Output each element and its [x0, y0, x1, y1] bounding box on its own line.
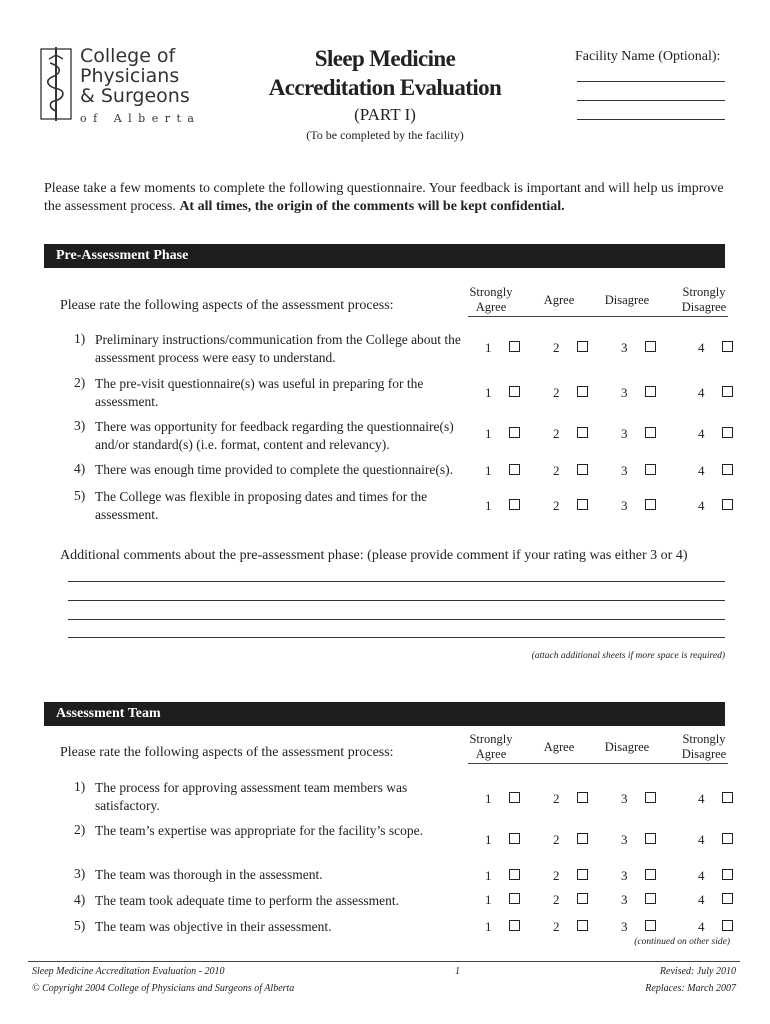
rating-checkbox[interactable]	[722, 427, 733, 438]
rating-checkbox[interactable]	[577, 386, 588, 397]
comment-line[interactable]	[68, 637, 725, 638]
rating-checkbox[interactable]	[722, 341, 733, 352]
comment-line[interactable]	[68, 600, 725, 601]
rating-checkbox[interactable]	[509, 386, 520, 397]
rating-number: 2	[553, 340, 560, 355]
rating-checkbox[interactable]	[645, 833, 656, 844]
rating-checkbox[interactable]	[577, 427, 588, 438]
rating-checkbox[interactable]	[577, 499, 588, 510]
question-number: 5)	[74, 918, 86, 933]
rating-number: 3	[621, 832, 628, 847]
rating-checkbox[interactable]	[577, 920, 588, 931]
rating-checkbox[interactable]	[645, 386, 656, 397]
scale-header: Disagree	[604, 293, 650, 307]
rating-number: 3	[621, 426, 628, 441]
scale-header: Strongly Disagree	[681, 732, 727, 761]
question-text: The College was flexible in proposing dates and times for the assessment.	[95, 489, 428, 522]
rating-number: 3	[621, 919, 628, 934]
rating-number: 2	[553, 832, 560, 847]
scale-header-underline	[468, 763, 728, 764]
rating-number: 1	[485, 868, 492, 883]
rating-checkbox[interactable]	[509, 464, 520, 475]
question-number: 5)	[74, 488, 86, 503]
comments-label: Additional comments about the pre-assessment phase: (please provide comment if your rating was either 3 or 4)	[60, 548, 688, 563]
rating-number: 4	[698, 832, 705, 847]
rating-checkbox[interactable]	[509, 341, 520, 352]
rating-number: 4	[698, 340, 705, 355]
rating-number: 2	[553, 919, 560, 934]
rating-checkbox[interactable]	[722, 920, 733, 931]
rating-checkbox[interactable]	[577, 464, 588, 475]
facility-name-label: Facility Name (Optional):	[575, 49, 721, 64]
footer-copyright: © Copyright 2004 College of Physicians and Surgeons of Alberta	[32, 983, 295, 994]
rating-number: 4	[698, 385, 705, 400]
rating-number: 2	[553, 868, 560, 883]
caduceus-logo-icon	[40, 45, 72, 123]
comment-line[interactable]	[68, 619, 725, 620]
rating-checkbox[interactable]	[577, 893, 588, 904]
section-header-pre-assessment: Pre-Assessment Phase	[44, 244, 725, 268]
part-label: (PART I)	[354, 105, 416, 124]
rating-checkbox[interactable]	[577, 869, 588, 880]
page-number: 1	[455, 966, 460, 977]
rating-number: 3	[621, 868, 628, 883]
rating-number: 2	[553, 385, 560, 400]
facility-name-line[interactable]	[577, 100, 725, 101]
rating-number: 4	[698, 892, 705, 907]
rating-number: 2	[553, 892, 560, 907]
footer-replaces: Replaces: March 2007	[645, 983, 736, 994]
rating-number: 2	[553, 791, 560, 806]
rating-checkbox[interactable]	[509, 427, 520, 438]
rating-checkbox[interactable]	[509, 869, 520, 880]
rating-checkbox[interactable]	[509, 833, 520, 844]
rating-checkbox[interactable]	[722, 869, 733, 880]
rating-number: 4	[698, 919, 705, 934]
page-title-line2: Accreditation Evaluation	[268, 75, 502, 100]
rating-checkbox[interactable]	[509, 499, 520, 510]
question-text: The team’s expertise was appropriate for the facility’s scope.	[95, 823, 424, 838]
rating-number: 3	[621, 498, 628, 513]
rating-number: 1	[485, 498, 492, 513]
question-text: The team was objective in their assessment.	[95, 919, 332, 934]
rating-checkbox[interactable]	[577, 341, 588, 352]
rating-checkbox[interactable]	[645, 464, 656, 475]
intro-paragraph: Please take a few moments to complete the following questionnaire. Your feedback is important and will help us improve the assessment process. At all times, the origin of the comments will be kept confidential.	[44, 181, 724, 214]
continued-note: (continued on other side)	[634, 937, 730, 947]
scale-header: Agree	[543, 293, 575, 307]
rating-checkbox[interactable]	[645, 869, 656, 880]
rating-number: 4	[698, 498, 705, 513]
rating-number: 4	[698, 426, 705, 441]
rating-number: 3	[621, 791, 628, 806]
rating-checkbox[interactable]	[509, 792, 520, 803]
rating-checkbox[interactable]	[509, 920, 520, 931]
confidentiality-notice: At all times, the origin of the comments will be kept confidential.	[179, 199, 565, 214]
question-text: The process for approving assessment team members was satisfactory.	[95, 780, 408, 813]
question-number: 4)	[74, 461, 86, 476]
rating-checkbox[interactable]	[722, 833, 733, 844]
scale-header: Strongly Disagree	[681, 285, 727, 314]
rating-number: 1	[485, 385, 492, 400]
rating-checkbox[interactable]	[722, 464, 733, 475]
rating-number: 4	[698, 868, 705, 883]
facility-name-line[interactable]	[577, 81, 725, 82]
question-number: 3)	[74, 866, 86, 881]
logo-text: College of Physicians & Surgeons	[80, 45, 190, 107]
rating-number: 2	[553, 426, 560, 441]
page-title-line1: Sleep Medicine	[314, 46, 456, 71]
question-text: The team was thorough in the assessment.	[95, 867, 323, 882]
rating-number: 1	[485, 832, 492, 847]
rating-number: 1	[485, 426, 492, 441]
scale-header-underline	[468, 316, 728, 317]
comment-line[interactable]	[68, 581, 725, 582]
rating-checkbox[interactable]	[645, 792, 656, 803]
question-number: 1)	[74, 779, 86, 794]
rating-number: 3	[621, 892, 628, 907]
footer-revised: Revised: July 2010	[659, 966, 736, 977]
scale-header: Strongly Agree	[469, 285, 513, 314]
question-number: 3)	[74, 418, 86, 433]
rating-checkbox[interactable]	[722, 893, 733, 904]
rating-checkbox[interactable]	[577, 833, 588, 844]
rating-number: 3	[621, 385, 628, 400]
attach-note: (attach additional sheets if more space is required)	[531, 651, 725, 661]
question-number: 2)	[74, 822, 86, 837]
rating-checkbox[interactable]	[509, 893, 520, 904]
rating-number: 4	[698, 463, 705, 478]
rating-checkbox[interactable]	[645, 893, 656, 904]
scale-header: Strongly Agree	[469, 732, 513, 761]
question-number: 2)	[74, 375, 86, 390]
scale-header: Agree	[543, 740, 575, 754]
question-text: There was opportunity for feedback regarding the questionnaire(s) and/or standard(s) (i.e. format, content and relevancy).	[95, 419, 454, 452]
question-number: 4)	[74, 892, 86, 907]
question-text: Preliminary instructions/communication from the College about the assessment process were easy to understand.	[95, 332, 461, 365]
rating-checkbox[interactable]	[577, 792, 588, 803]
question-text: The pre-visit questionnaire(s) was useful in preparing for the assessment.	[95, 376, 424, 409]
rating-number: 2	[553, 463, 560, 478]
rating-number: 3	[621, 340, 628, 355]
rating-checkbox[interactable]	[645, 427, 656, 438]
rating-checkbox[interactable]	[645, 920, 656, 931]
rating-number: 1	[485, 791, 492, 806]
question-text: There was enough time provided to complete the questionnaire(s).	[95, 462, 454, 477]
rating-prompt: Please rate the following aspects of the assessment process:	[60, 298, 394, 313]
footer-doc-title: Sleep Medicine Accreditation Evaluation - 2010	[32, 966, 225, 977]
rating-number: 2	[553, 498, 560, 513]
rating-number: 1	[485, 919, 492, 934]
rating-checkbox[interactable]	[722, 792, 733, 803]
rating-checkbox[interactable]	[722, 499, 733, 510]
footer-divider	[28, 961, 740, 962]
rating-checkbox[interactable]	[645, 499, 656, 510]
facility-name-line[interactable]	[577, 119, 725, 120]
rating-number: 4	[698, 791, 705, 806]
question-number: 1)	[74, 331, 86, 346]
logo-subtext: of Alberta	[80, 112, 201, 125]
rating-checkbox[interactable]	[722, 386, 733, 397]
section-header-assessment-team: Assessment Team	[44, 702, 725, 726]
completion-note: (To be completed by the facility)	[306, 128, 464, 142]
rating-prompt: Please rate the following aspects of the assessment process:	[60, 745, 394, 760]
question-text: The team took adequate time to perform the assessment.	[95, 893, 400, 908]
rating-number: 3	[621, 463, 628, 478]
scale-header: Disagree	[604, 740, 650, 754]
rating-number: 1	[485, 892, 492, 907]
rating-checkbox[interactable]	[645, 341, 656, 352]
rating-number: 1	[485, 340, 492, 355]
rating-number: 1	[485, 463, 492, 478]
